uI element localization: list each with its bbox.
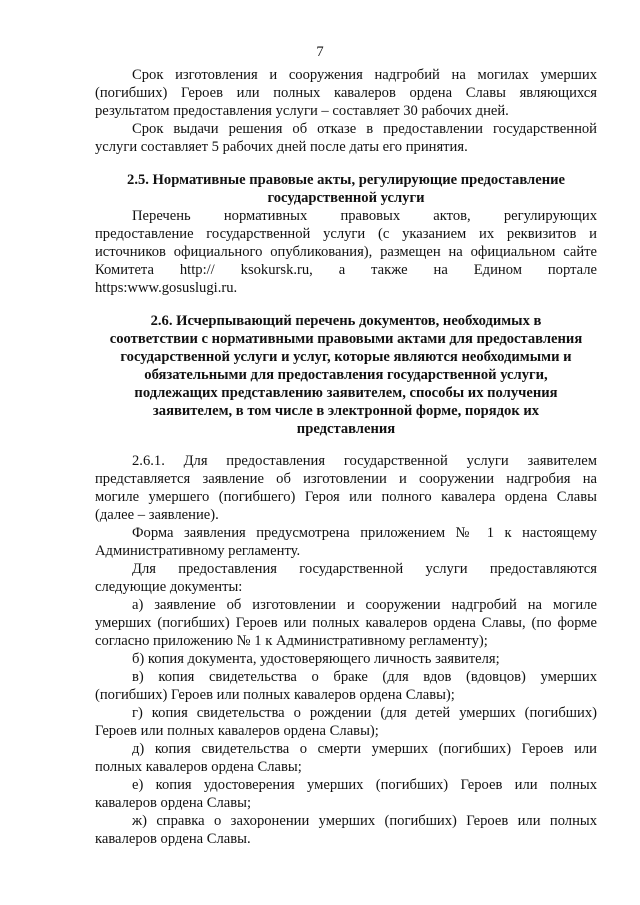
paragraph-line: услуги составляет 5 рабочих дней после даты его принятия. — [95, 139, 468, 155]
paragraph-line: предоставление государственной услуги (с указанием их реквизитов и — [95, 226, 597, 242]
section-heading: обязательными для предоставления государственной услуги, — [144, 367, 548, 383]
paragraph-line: Перечень нормативных правовых актов, регулирующих — [132, 208, 597, 224]
list-item-line: Героев или полных кавалеров ордена Славы); — [95, 723, 379, 739]
list-item-line: полных кавалеров ордена Славы; — [95, 759, 302, 775]
list-item: ж) справка о захоронении умерших (погибших) Героев или полных — [132, 813, 597, 829]
paragraph-line: (далее – заявление). — [95, 507, 219, 523]
list-item-line: кавалеров ордена Славы; — [95, 795, 252, 811]
section-heading: 2.6. Исчерпывающий перечень документов, необходимых в — [150, 313, 542, 329]
paragraph-line: (погибших) Героев или полных кавалеров ордена Славы являющихся — [95, 85, 597, 101]
list-item: б) копия документа, удостоверяющего личность заявителя; — [132, 651, 500, 667]
paragraph-line: могиле умершего (погибшего) Героя или полного кавалера ордена Славы — [95, 489, 597, 505]
list-item-line: умерших (погибших) Героев или полных кавалеров ордена Славы, (по форме — [95, 615, 597, 631]
paragraph-line: Срок выдачи решения об отказе в предоставлении государственной — [132, 121, 597, 137]
section-heading: государственной услуги — [267, 190, 425, 206]
section-heading: 2.5. Нормативные правовые акты, регулирующие предоставление — [127, 172, 565, 188]
section-heading: соответствии с нормативными правовыми актами для предоставления — [109, 331, 583, 347]
paragraph-line: 2.6.1. Для предоставления государственной услуги заявителем — [132, 453, 597, 469]
paragraph-line: Административному регламенту. — [95, 543, 301, 559]
paragraph-line: следующие документы: — [95, 579, 243, 595]
list-item: в) копия свидетельства о браке (для вдов (вдовцов) умерших — [132, 669, 597, 685]
paragraph-line: представляется заявление об изготовлении и сооружении надгробия на — [95, 471, 597, 487]
list-item: е) копия удостоверения умерших (погибших) Героев или полных — [132, 777, 597, 793]
section-heading: государственной услуги и услуг, которые являются необходимыми и — [120, 349, 572, 365]
paragraph-line: Для предоставления государственной услуги предоставляются — [132, 561, 597, 577]
list-item: а) заявление об изготовлении и сооружении надгробий на могиле — [132, 597, 597, 613]
page-number: 7 — [316, 44, 324, 60]
section-heading: представления — [296, 421, 396, 437]
list-item-line: согласно приложению № 1 к Административному регламенту); — [95, 633, 488, 649]
paragraph-line: Срок изготовления и сооружения надгробий на могилах умерших — [132, 67, 597, 83]
paragraph-line: https:www.gosuslugi.ru. — [95, 280, 238, 296]
list-item-line: (погибших) Героев или полных кавалеров ордена Славы); — [95, 687, 455, 703]
paragraph-line: Форма заявления предусмотрена приложением № 1 к настоящему — [132, 525, 597, 541]
paragraph-line: источников официального опубликования), размещен на официальном сайте — [95, 244, 597, 260]
list-item: г) копия свидетельства о рождении (для детей умерших (погибших) — [132, 705, 597, 721]
section-heading: заявителем, в том числе в электронной форме, порядок их — [152, 403, 540, 419]
list-item-line: кавалеров ордена Славы. — [95, 831, 251, 847]
paragraph-line: Комитета http:// ksokursk.ru, а также на Едином портале — [95, 262, 597, 278]
paragraph-line: результатом предоставления услуги – составляет 30 рабочих дней. — [95, 103, 509, 119]
list-item: д) копия свидетельства о смерти умерших (погибших) Героев или — [132, 741, 597, 757]
section-heading: подлежащих представлению заявителем, способы их получения — [134, 385, 558, 401]
